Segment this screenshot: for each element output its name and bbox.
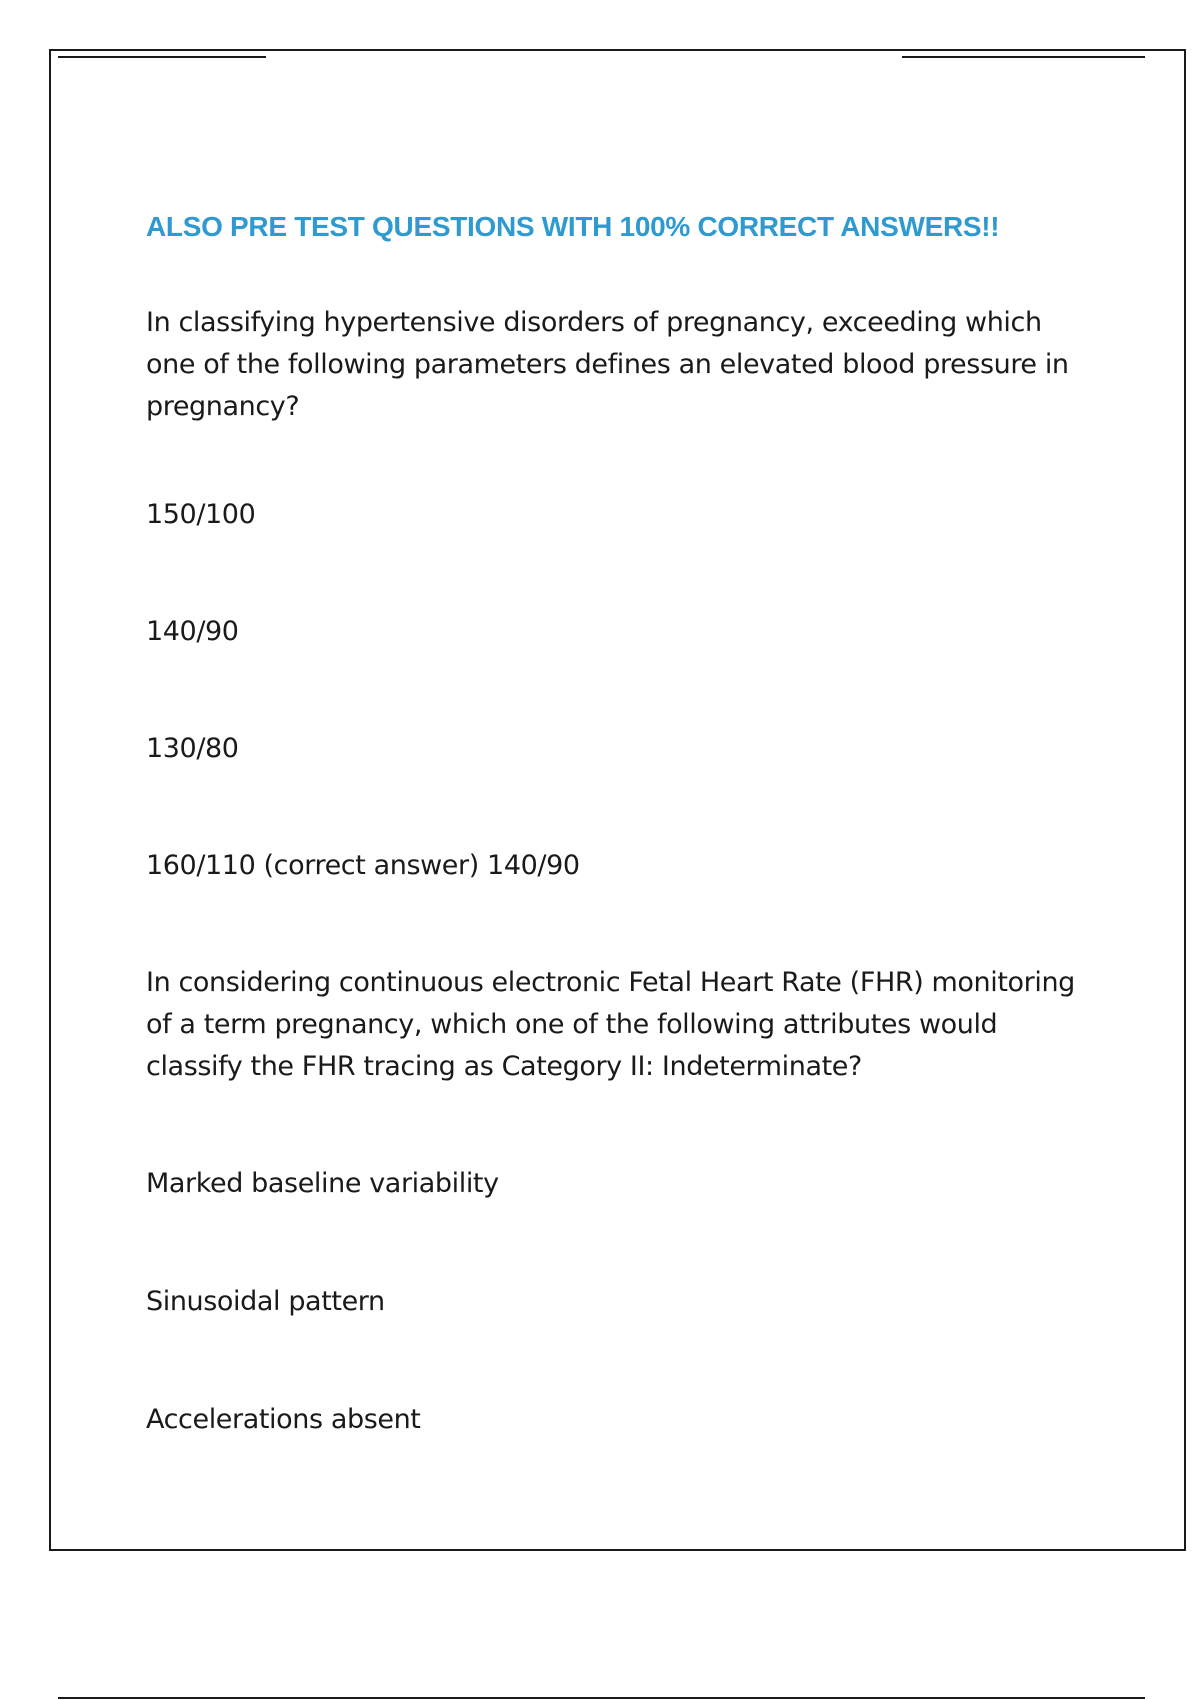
- question-1-option-b: 140/90: [146, 616, 239, 647]
- question-2-options: [146, 1163, 1096, 1441]
- question-2-text: In considering continuous electronic Fetal Heart Rate (FHR) monitoring of a term pregnancy, which one of the following attributes would classify the FHR tracing as Category II: Indeterminate?: [146, 967, 1075, 1082]
- question-2-option-a: Marked baseline variability: [146, 1168, 499, 1199]
- header-rule-right: [902, 56, 1145, 58]
- question-2-option-c: Accelerations absent: [146, 1404, 421, 1435]
- question-1-options: [146, 494, 1096, 887]
- question-1-text: In classifying hypertensive disorders of pregnancy, exceeding which one of the following parameters defines an elevated blood pressure in pregnancy?: [146, 307, 1069, 422]
- document-heading: ALSO PRE TEST QUESTIONS WITH 100% CORRECT ANSWERS!!: [146, 211, 1000, 242]
- question-2-option-b: Sinusoidal pattern: [146, 1286, 385, 1317]
- header-rule-left: [58, 56, 266, 58]
- question-1-option-c: 130/80: [146, 733, 239, 764]
- document-body: [146, 205, 1096, 1441]
- question-1-option-d: 160/110 (correct answer) 140/90: [146, 850, 580, 881]
- footer-rule: [58, 1697, 1145, 1699]
- question-1-option-a: 150/100: [146, 499, 256, 530]
